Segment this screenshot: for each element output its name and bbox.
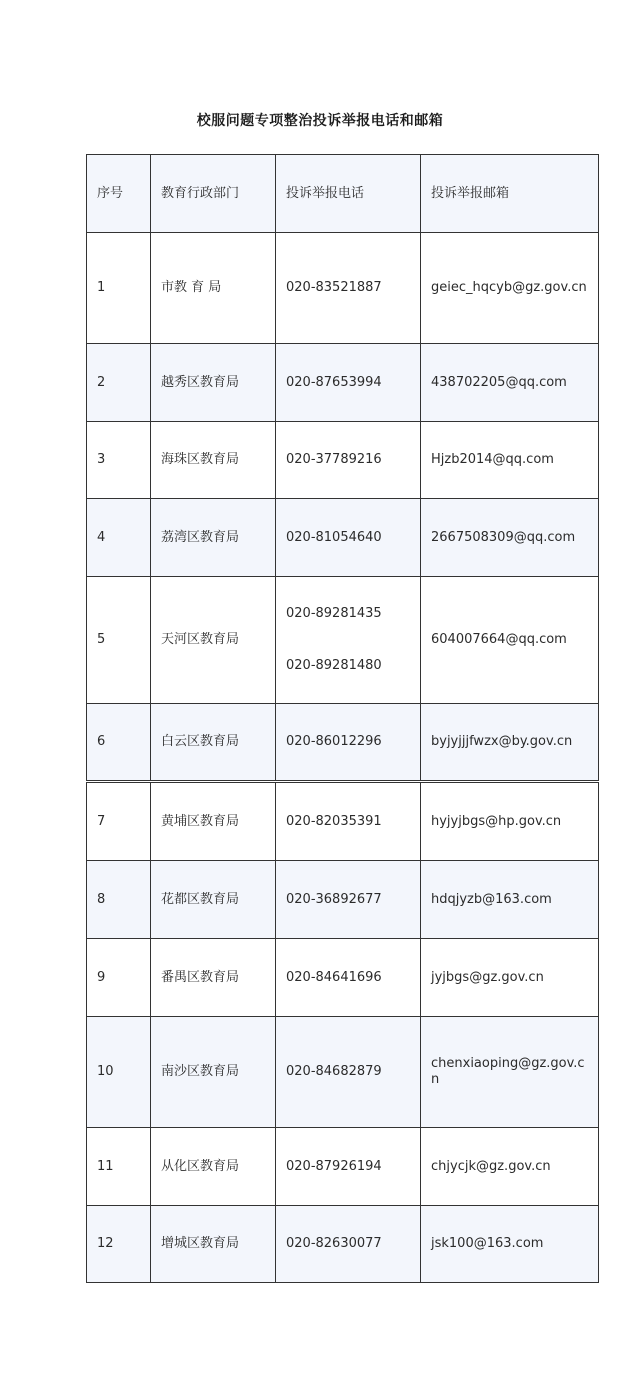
row-department: 黄埔区教育局 [151,783,276,861]
table-row [87,861,599,939]
header-serial-number: 序号 [87,155,151,233]
row-serial-number: 1 [87,233,151,344]
row-email: hdqjyzb@163.com [421,861,599,939]
row-department: 花都区教育局 [151,861,276,939]
row-department: 白云区教育局 [151,704,276,781]
row-phone: 020-81054640 [276,499,421,577]
row-serial-number: 8 [87,861,151,939]
row-phone: 020-83521887 [276,233,421,344]
contact-table-part-1 [86,154,599,781]
row-department: 天河区教育局 [151,577,276,704]
row-phone: 020-84682879 [276,1017,421,1128]
table-row [87,233,599,344]
table-header-row [87,155,599,233]
row-phone: 020-37789216 [276,422,421,499]
row-serial-number: 9 [87,939,151,1017]
row-phone: 020-82630077 [276,1206,421,1283]
row-serial-number: 10 [87,1017,151,1128]
table-row [87,783,599,861]
row-serial-number: 11 [87,1128,151,1206]
header-email: 投诉举报邮箱 [421,155,599,233]
row-department: 南沙区教育局 [151,1017,276,1128]
row-email: 438702205@qq.com [421,344,599,422]
row-email: chenxiaoping@gz.gov.cn [421,1017,599,1128]
row-email: hyjyjbgs@hp.gov.cn [421,783,599,861]
row-phone: 020-36892677 [276,861,421,939]
table-row [87,704,599,781]
table-row [87,1206,599,1283]
row-serial-number: 2 [87,344,151,422]
row-email: chjycjk@gz.gov.cn [421,1128,599,1206]
row-email: 604007664@qq.com [421,577,599,704]
row-email: byjyjjjfwzx@by.gov.cn [421,704,599,781]
row-phone: 020-84641696 [276,939,421,1017]
row-phone: 020-89281480 [286,658,382,673]
row-department: 增城区教育局 [151,1206,276,1283]
table-row [87,344,599,422]
row-email: Hjzb2014@qq.com [421,422,599,499]
table-row [87,1017,599,1128]
header-phone: 投诉举报电话 [276,155,421,233]
header-department: 教育行政部门 [151,155,276,233]
row-department: 市教 育 局 [151,233,276,344]
row-serial-number: 3 [87,422,151,499]
row-serial-number: 12 [87,1206,151,1283]
table-row [87,577,599,704]
row-email: geiec_hqcyb@gz.gov.cn [421,233,599,344]
row-phone: 020-82035391 [276,783,421,861]
row-department: 从化区教育局 [151,1128,276,1206]
row-email: jyjbgs@gz.gov.cn [421,939,599,1017]
row-serial-number: 6 [87,704,151,781]
row-email: 2667508309@qq.com [421,499,599,577]
row-serial-number: 5 [87,577,151,704]
table-row [87,499,599,577]
row-phone: 020-89281435 [286,606,382,622]
row-phone: 020-86012296 [276,704,421,781]
row-phone-cell [276,577,421,704]
row-email: jsk100@163.com [421,1206,599,1283]
contact-table-part-2 [86,782,599,1283]
table-row [87,422,599,499]
table-row [87,1128,599,1206]
row-department: 越秀区教育局 [151,344,276,422]
row-serial-number: 4 [87,499,151,577]
row-serial-number: 7 [87,783,151,861]
table-row [87,939,599,1017]
row-phone: 020-87653994 [276,344,421,422]
row-department: 海珠区教育局 [151,422,276,499]
row-department: 荔湾区教育局 [151,499,276,577]
row-phone: 020-87926194 [276,1128,421,1206]
row-department: 番禺区教育局 [151,939,276,1017]
page-title: 校服问题专项整治投诉举报电话和邮箱 [196,113,444,129]
